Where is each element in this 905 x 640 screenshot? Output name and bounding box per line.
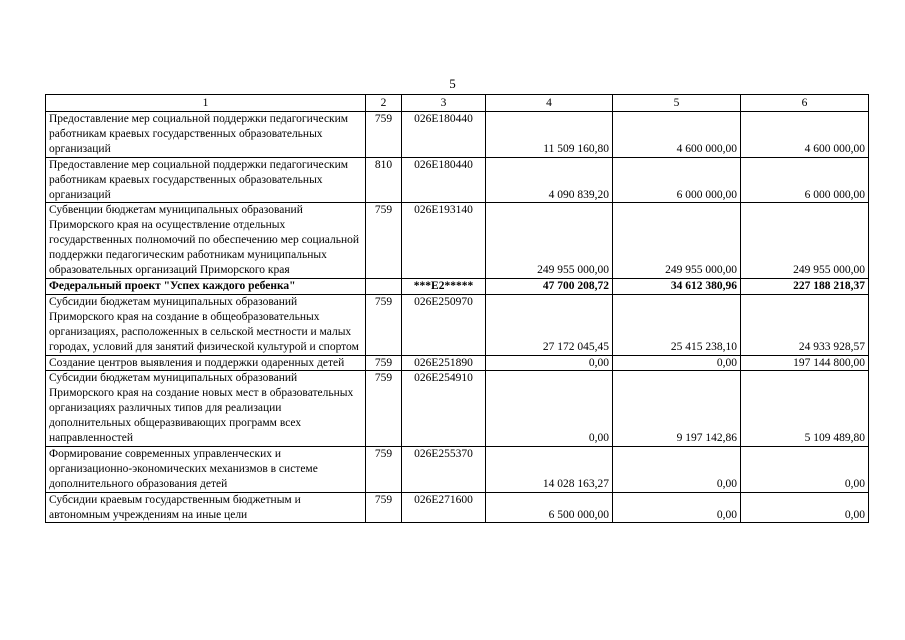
row-code: 026E271600 xyxy=(402,492,486,523)
row-name: Субвенции бюджетам муниципальных образований Приморского края на осуществление отдельных государственных полномочий по обеспечению мер социальной поддержки педагогическим работникам муниципальных образовательных организаций Приморского края xyxy=(46,203,366,279)
row-value-6: 197 144 800,00 xyxy=(741,355,869,371)
row-value-4: 47 700 208,72 xyxy=(486,278,613,294)
row-code: 026E193140 xyxy=(402,203,486,279)
row-name: Предоставление мер социальной поддержки педагогическим работникам краевых государственных образовательных организаций xyxy=(46,112,366,158)
row-grbs: 759 xyxy=(366,355,402,371)
row-grbs: 759 xyxy=(366,371,402,447)
table-row xyxy=(46,492,869,523)
row-value-4: 249 955 000,00 xyxy=(486,203,613,279)
table-row xyxy=(46,112,869,158)
row-grbs: 759 xyxy=(366,492,402,523)
row-value-6: 0,00 xyxy=(741,492,869,523)
row-grbs: 810 xyxy=(366,157,402,203)
row-name: Субсидии краевым государственным бюджетным и автономным учреждениям на иные цели xyxy=(46,492,366,523)
table-row xyxy=(46,157,869,203)
row-value-6: 249 955 000,00 xyxy=(741,203,869,279)
row-name: Федеральный проект "Успех каждого ребенка" xyxy=(46,278,366,294)
budget-table xyxy=(45,94,869,523)
row-grbs xyxy=(366,278,402,294)
row-name: Создание центров выявления и поддержки одаренных детей xyxy=(46,355,366,371)
row-value-4: 0,00 xyxy=(486,371,613,447)
table-row xyxy=(46,203,869,279)
row-grbs: 759 xyxy=(366,446,402,492)
row-code: 026E254910 xyxy=(402,371,486,447)
row-grbs: 759 xyxy=(366,294,402,355)
row-grbs: 759 xyxy=(366,203,402,279)
row-code: 026E251890 xyxy=(402,355,486,371)
row-value-4: 27 172 045,45 xyxy=(486,294,613,355)
row-name: Субсидии бюджетам муниципальных образований Приморского края на создание в общеобразовательных организациях, расположенных в сельской местности и малых городах, условий для занятий физической культурой и спортом xyxy=(46,294,366,355)
col-header-5: 5 xyxy=(613,95,741,112)
col-header-3: 3 xyxy=(402,95,486,112)
row-value-6: 4 600 000,00 xyxy=(741,112,869,158)
row-value-6: 227 188 218,37 xyxy=(741,278,869,294)
page-number: 5 xyxy=(449,76,456,91)
row-name: Предоставление мер социальной поддержки педагогическим работникам краевых государственных образовательных организаций xyxy=(46,157,366,203)
row-value-6: 5 109 489,80 xyxy=(741,371,869,447)
row-value-5: 4 600 000,00 xyxy=(613,112,741,158)
row-value-6: 24 933 928,57 xyxy=(741,294,869,355)
row-value-4: 4 090 839,20 xyxy=(486,157,613,203)
col-header-1: 1 xyxy=(46,95,366,112)
row-code: 026E255370 xyxy=(402,446,486,492)
table-row xyxy=(46,355,869,371)
row-value-5: 0,00 xyxy=(613,355,741,371)
row-value-4: 6 500 000,00 xyxy=(486,492,613,523)
table-row xyxy=(46,371,869,447)
col-header-6: 6 xyxy=(741,95,869,112)
table-row xyxy=(46,294,869,355)
row-value-4: 11 509 160,80 xyxy=(486,112,613,158)
row-value-5: 9 197 142,86 xyxy=(613,371,741,447)
row-value-5: 25 415 238,10 xyxy=(613,294,741,355)
row-value-4: 0,00 xyxy=(486,355,613,371)
row-name: Субсидии бюджетам муниципальных образований Приморского края на создание новых мест в образовательных организациях различных типов для реализации дополнительных общеразвивающих программ всех направленностей xyxy=(46,371,366,447)
row-grbs: 759 xyxy=(366,112,402,158)
row-value-5: 0,00 xyxy=(613,446,741,492)
row-value-5: 0,00 xyxy=(613,492,741,523)
row-name: Формирование современных управленческих и организационно-экономических механизмов в системе дополнительного образования детей xyxy=(46,446,366,492)
row-value-5: 6 000 000,00 xyxy=(613,157,741,203)
row-value-5: 249 955 000,00 xyxy=(613,203,741,279)
row-code: ***E2***** xyxy=(402,278,486,294)
row-value-6: 6 000 000,00 xyxy=(741,157,869,203)
row-value-4: 14 028 163,27 xyxy=(486,446,613,492)
row-code: 026E180440 xyxy=(402,157,486,203)
col-header-2: 2 xyxy=(366,95,402,112)
table-row xyxy=(46,446,869,492)
row-value-5: 34 612 380,96 xyxy=(613,278,741,294)
table-row-subtotal xyxy=(46,278,869,294)
col-header-4: 4 xyxy=(486,95,613,112)
row-value-6: 0,00 xyxy=(741,446,869,492)
header-row xyxy=(46,95,869,112)
row-code: 026E250970 xyxy=(402,294,486,355)
row-code: 026E180440 xyxy=(402,112,486,158)
